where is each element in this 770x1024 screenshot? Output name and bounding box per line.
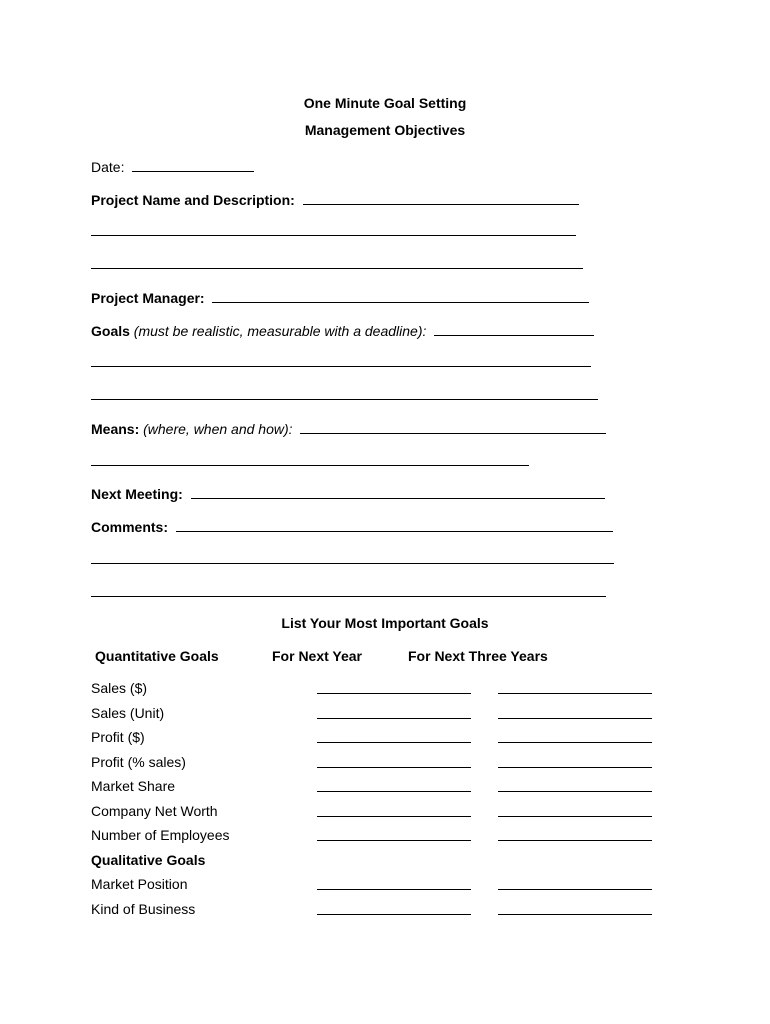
profit-dollar-three-years-field[interactable]	[498, 742, 652, 743]
sales-unit-next-year-field[interactable]	[317, 718, 471, 719]
kind-of-business-three-years-field[interactable]	[498, 914, 652, 915]
goals-field-line-2[interactable]	[91, 366, 591, 367]
goals-field[interactable]	[434, 321, 594, 336]
sales-unit-three-years-field[interactable]	[498, 718, 652, 719]
means-hint: (where, when and how):	[143, 421, 293, 437]
next-meeting-row	[91, 484, 605, 502]
manager-label: Project Manager:	[91, 290, 205, 306]
profit-percent-next-year-field[interactable]	[317, 767, 471, 768]
goals-table-heading: List Your Most Important Goals	[281, 615, 489, 631]
row-label-profit-percent: Profit (% sales)	[91, 754, 186, 770]
page-subtitle: Management Objectives	[304, 122, 466, 138]
market-share-three-years-field[interactable]	[498, 791, 652, 792]
means-field[interactable]	[300, 419, 606, 434]
project-field[interactable]	[303, 190, 579, 205]
net-worth-three-years-field[interactable]	[498, 816, 652, 817]
next-meeting-label: Next Meeting:	[91, 486, 183, 502]
comments-label: Comments:	[91, 519, 169, 535]
row-label-market-position: Market Position	[91, 876, 188, 892]
row-label-sales-dollar: Sales ($)	[91, 680, 148, 696]
comments-field-line-2[interactable]	[91, 563, 614, 564]
col-next-year: For Next Year	[272, 648, 363, 664]
profit-dollar-next-year-field[interactable]	[317, 742, 471, 743]
employees-next-year-field[interactable]	[317, 840, 471, 841]
row-label-kind-of-business: Kind of Business	[91, 901, 196, 917]
next-meeting-field[interactable]	[191, 484, 605, 499]
sales-dollar-three-years-field[interactable]	[498, 693, 652, 694]
row-label-sales-unit: Sales (Unit)	[91, 705, 165, 721]
profit-percent-three-years-field[interactable]	[498, 767, 652, 768]
goals-hint: (must be realistic, measurable with a deadline):	[133, 323, 427, 339]
project-label: Project Name and Description:	[91, 192, 295, 208]
market-share-next-year-field[interactable]	[317, 791, 471, 792]
row-label-profit-dollar: Profit ($)	[91, 729, 145, 745]
employees-three-years-field[interactable]	[498, 840, 652, 841]
col-quantitative-goals: Quantitative Goals	[95, 648, 219, 664]
comments-row	[91, 517, 613, 535]
qualitative-goals-heading: Qualitative Goals	[91, 852, 206, 868]
goals-field-line-3[interactable]	[91, 399, 598, 400]
means-row	[91, 419, 606, 437]
row-label-market-share: Market Share	[91, 778, 176, 794]
market-position-next-year-field[interactable]	[317, 889, 471, 890]
goals-label: Goals	[91, 323, 130, 339]
project-row	[91, 190, 579, 208]
comments-field[interactable]	[176, 517, 613, 532]
row-label-company-net-worth: Company Net Worth	[91, 803, 218, 819]
comments-field-line-3[interactable]	[91, 596, 606, 597]
manager-row	[91, 288, 589, 306]
date-row	[91, 157, 254, 175]
market-position-three-years-field[interactable]	[498, 889, 652, 890]
sales-dollar-next-year-field[interactable]	[317, 693, 471, 694]
row-label-number-of-employees: Number of Employees	[91, 827, 230, 843]
project-field-line-3[interactable]	[91, 268, 583, 269]
kind-of-business-next-year-field[interactable]	[317, 914, 471, 915]
manager-field[interactable]	[212, 288, 589, 303]
page-title: One Minute Goal Setting	[303, 95, 467, 111]
date-field[interactable]	[132, 157, 254, 172]
net-worth-next-year-field[interactable]	[317, 816, 471, 817]
col-next-three-years: For Next Three Years	[408, 648, 548, 664]
goals-row	[91, 321, 594, 339]
project-field-line-2[interactable]	[91, 235, 576, 236]
means-label: Means:	[91, 421, 140, 437]
date-label: Date:	[91, 159, 125, 175]
means-field-line-2[interactable]	[91, 465, 529, 466]
